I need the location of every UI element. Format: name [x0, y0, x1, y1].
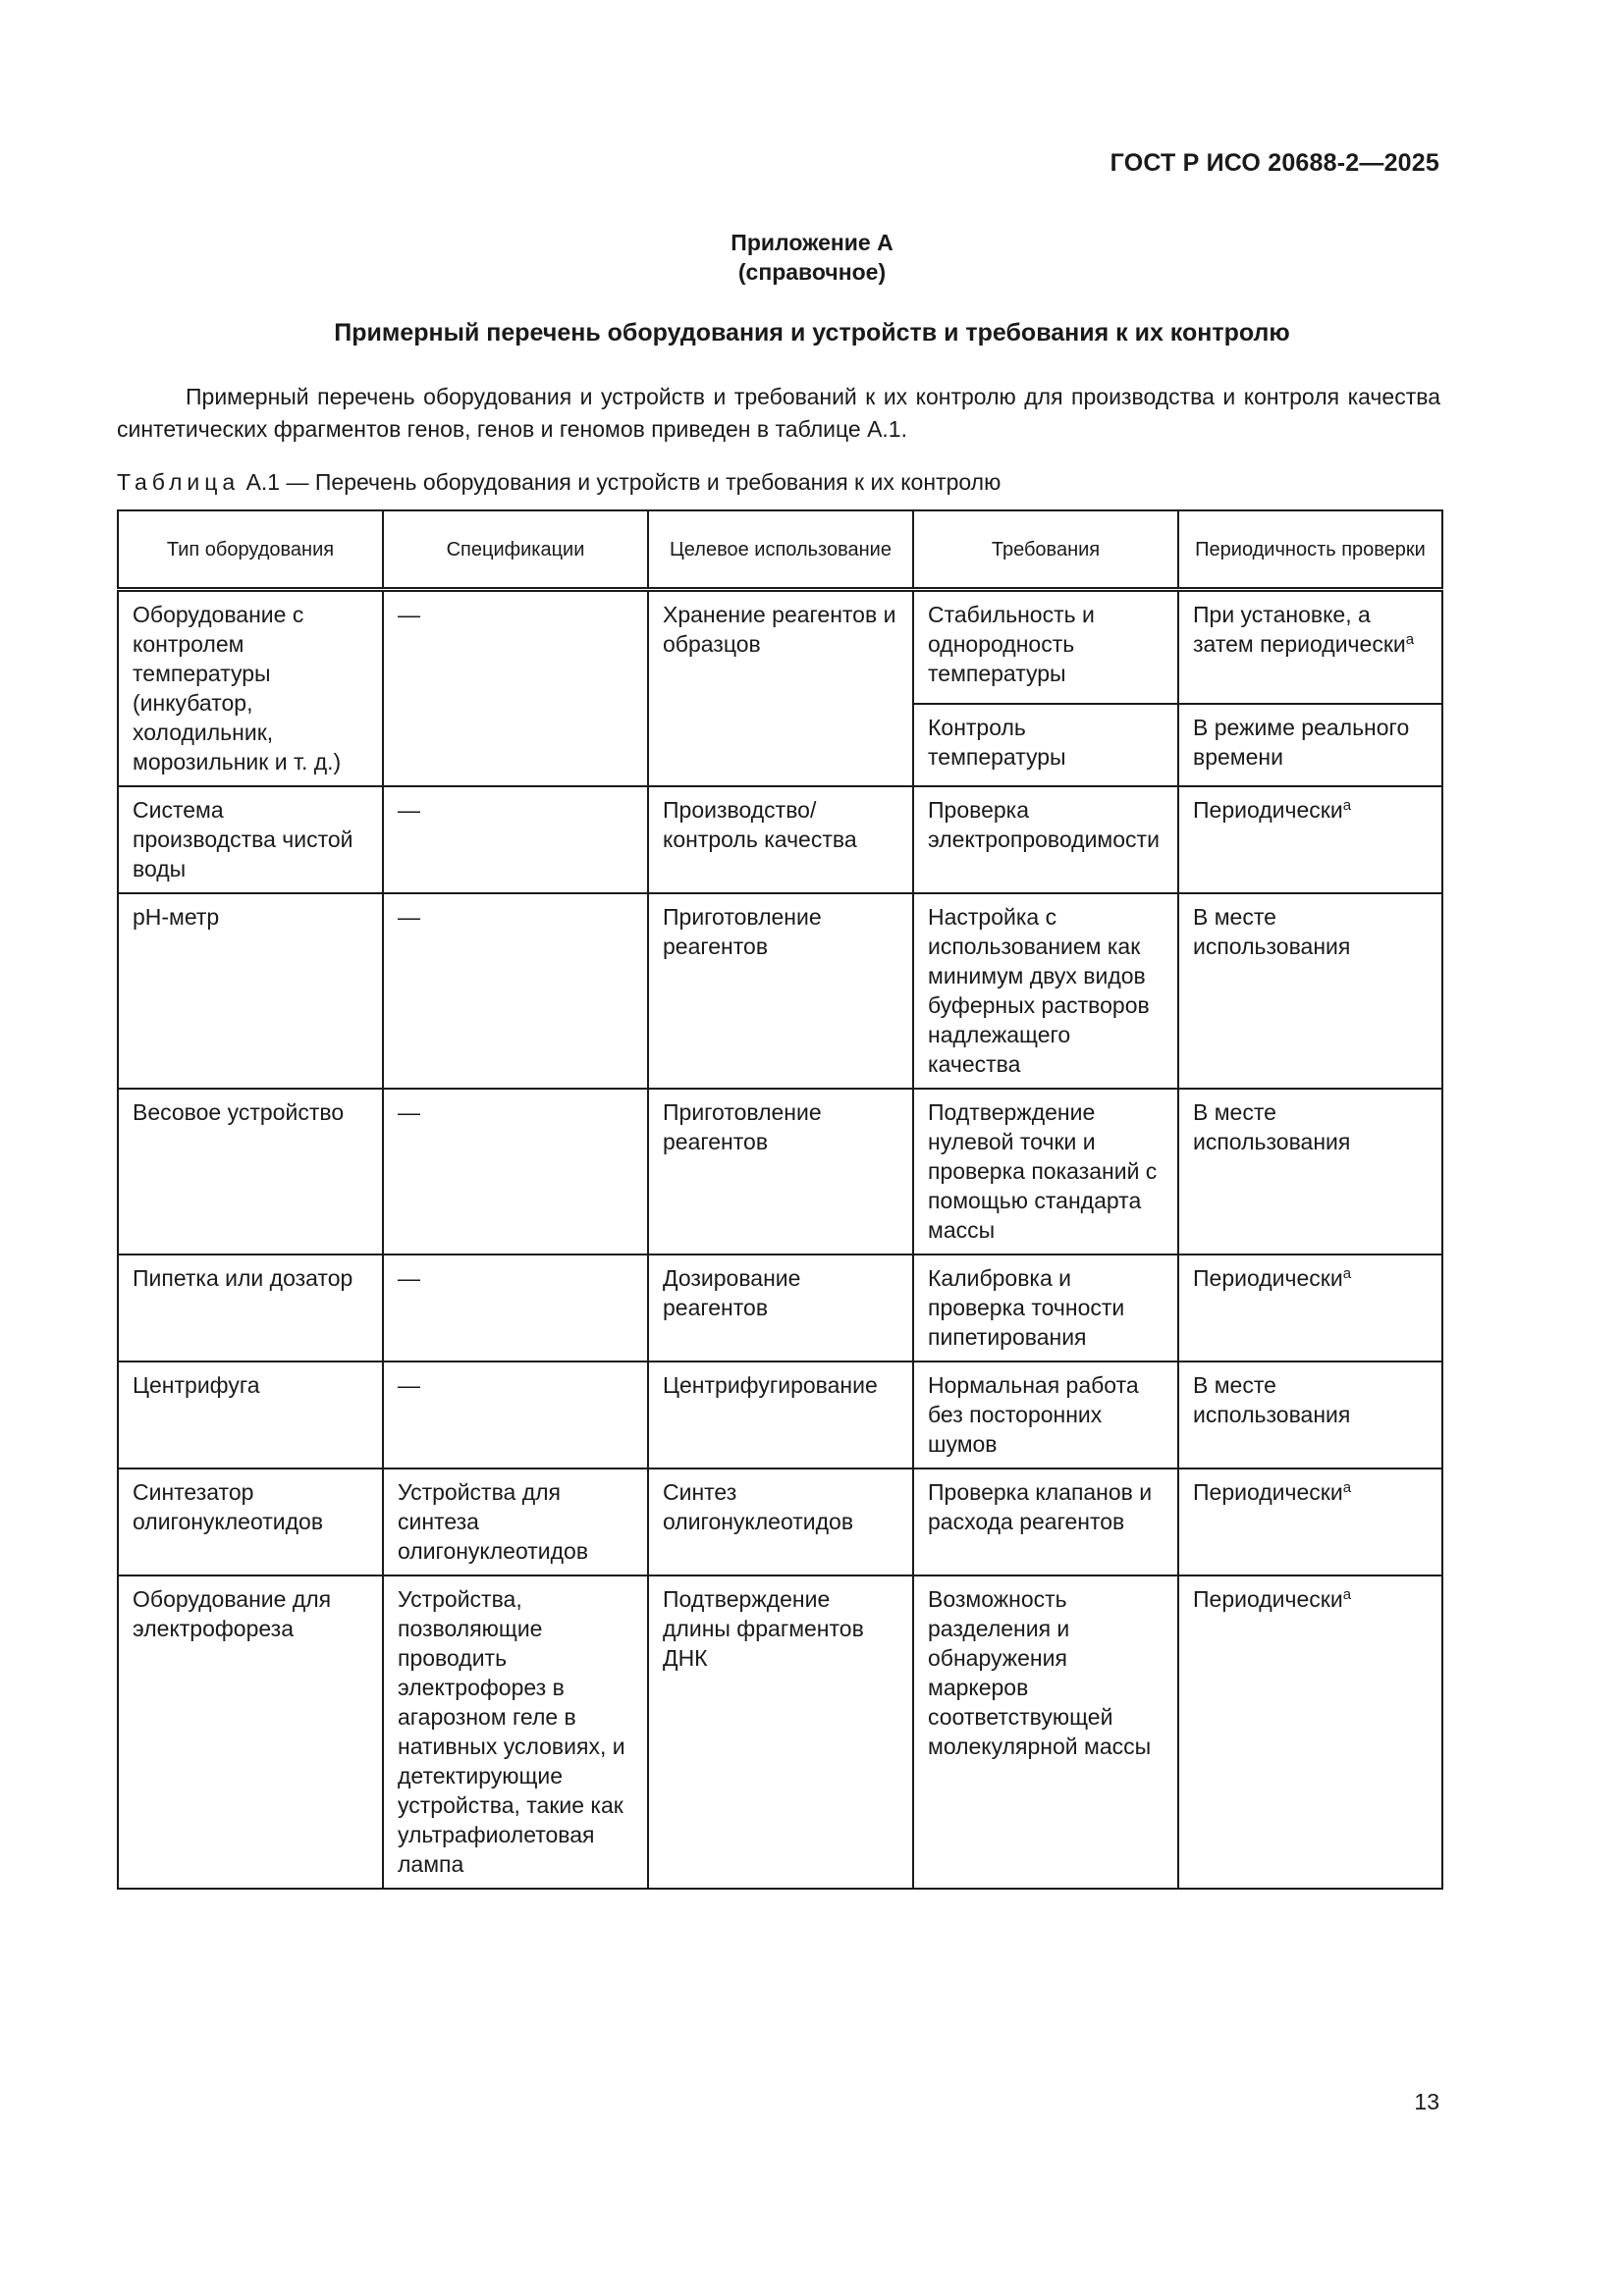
cell-spec: — — [383, 786, 648, 893]
cell-req: Нормальная работа без посторонних шумов — [913, 1362, 1178, 1468]
cell-period-text: Периодически — [1193, 797, 1343, 823]
cell-use: Приготовление реагентов — [648, 1089, 913, 1255]
equipment-table — [117, 509, 1443, 1890]
document-code: ГОСТ Р ИСО 20688-2—2025 — [1110, 149, 1439, 177]
cell-period-text: Периодически — [1193, 1586, 1343, 1612]
footnote-mark: a — [1405, 631, 1415, 648]
cell-type: Весовое устройство — [118, 1089, 383, 1255]
table-row — [118, 1089, 1442, 1255]
cell-period-text: Периодически — [1193, 1265, 1343, 1291]
cell-period — [1178, 590, 1442, 705]
cell-period — [1178, 1468, 1442, 1575]
cell-use: Подтверждение длины фрагментов ДНК — [648, 1575, 913, 1889]
cell-period: В месте использования — [1178, 1362, 1442, 1468]
footnote-mark: a — [1342, 1586, 1352, 1603]
footnote-mark: a — [1342, 1479, 1352, 1496]
header-spec: Спецификации — [383, 510, 648, 590]
cell-spec: — — [383, 1089, 648, 1255]
cell-type: Оборудование для электрофореза — [118, 1575, 383, 1889]
cell-req: Проверка электропроводимости — [913, 786, 1178, 893]
table-caption-text: А.1 — Перечень оборудования и устройств и требования к их контролю — [240, 469, 1001, 495]
header-use: Целевое использование — [648, 510, 913, 590]
cell-req: Калибровка и проверка точности пипетирования — [913, 1255, 1178, 1362]
cell-type: Синтезатор олигонуклеотидов — [118, 1468, 383, 1575]
cell-type: Пипетка или дозатор — [118, 1255, 383, 1362]
appendix-label: Приложение А — [731, 230, 893, 255]
cell-req: Стабильность и однородность температуры — [913, 590, 1178, 705]
table-row — [118, 1362, 1442, 1468]
cell-req: Подтверждение нулевой точки и проверка показаний с помощью стандарта массы — [913, 1089, 1178, 1255]
table-row — [118, 1468, 1442, 1575]
footnote-mark: a — [1342, 1265, 1352, 1282]
intro-paragraph: Примерный перечень оборудования и устройств и требований к их контролю для производства и контроля качества синтетических фрагментов генов, генов и геномов приведен в таблице А.1. — [117, 384, 1440, 442]
table-row — [118, 893, 1442, 1089]
cell-req: Возможность разделения и обнаружения маркеров соответствующей молекулярной массы — [913, 1575, 1178, 1889]
section-heading: Примерный перечень оборудования и устройств и требования к их контролю — [334, 319, 1290, 347]
cell-type: Оборудование с контролем температуры (инкубатор, холодильник, морозильник и т. д.) — [118, 590, 383, 787]
cell-use: Приготовление реагентов — [648, 893, 913, 1089]
cell-use: Хранение реагентов и образцов — [648, 590, 913, 787]
cell-use: Дозирование реагентов — [648, 1255, 913, 1362]
cell-type: Система производства чистой воды — [118, 786, 383, 893]
cell-period — [1178, 1255, 1442, 1362]
footnote-mark: a — [1342, 797, 1352, 814]
header-period: Периодичность проверки — [1178, 510, 1442, 590]
cell-spec: — — [383, 893, 648, 1089]
table-row — [118, 1255, 1442, 1362]
cell-period: В режиме реального времени — [1178, 704, 1442, 786]
cell-req: Контроль температуры — [913, 704, 1178, 786]
cell-spec: — — [383, 590, 648, 787]
table-row — [118, 1575, 1442, 1889]
cell-req: Настройка с использованием как минимум двух видов буферных растворов надлежащего качества — [913, 893, 1178, 1089]
cell-use: Центрифугирование — [648, 1362, 913, 1468]
cell-spec: — — [383, 1255, 648, 1362]
header-req: Требования — [913, 510, 1178, 590]
cell-type: Центрифуга — [118, 1362, 383, 1468]
cell-period: В месте использования — [1178, 1089, 1442, 1255]
table-row — [118, 786, 1442, 893]
cell-period-text: При установке, а затем периодически — [1193, 602, 1406, 657]
page-number: 13 — [1414, 2089, 1439, 2114]
header-type: Тип оборудования — [118, 510, 383, 590]
appendix-title — [0, 228, 1624, 287]
table-caption — [117, 469, 1001, 496]
cell-period — [1178, 786, 1442, 893]
cell-type: pH-метр — [118, 893, 383, 1089]
cell-period-text: Периодически — [1193, 1479, 1343, 1505]
cell-use: Синтез олигонуклеотидов — [648, 1468, 913, 1575]
cell-period — [1178, 1575, 1442, 1889]
cell-period: В месте использования — [1178, 893, 1442, 1089]
cell-spec: Устройства для синтеза олигонуклеотидов — [383, 1468, 648, 1575]
table-row — [118, 590, 1442, 705]
appendix-type: (справочное) — [737, 259, 887, 285]
cell-use: Производство/ контроль качества — [648, 786, 913, 893]
table-caption-label: Таблица — [117, 469, 241, 495]
table-header-row — [118, 510, 1442, 590]
cell-spec: — — [383, 1362, 648, 1468]
cell-spec: Устройства, позволяющие проводить электрофорез в агарозном геле в нативных условиях, и детектирующие устройства, такие как ультрафиолетовая лампа — [383, 1575, 648, 1889]
cell-req: Проверка клапанов и расхода реагентов — [913, 1468, 1178, 1575]
